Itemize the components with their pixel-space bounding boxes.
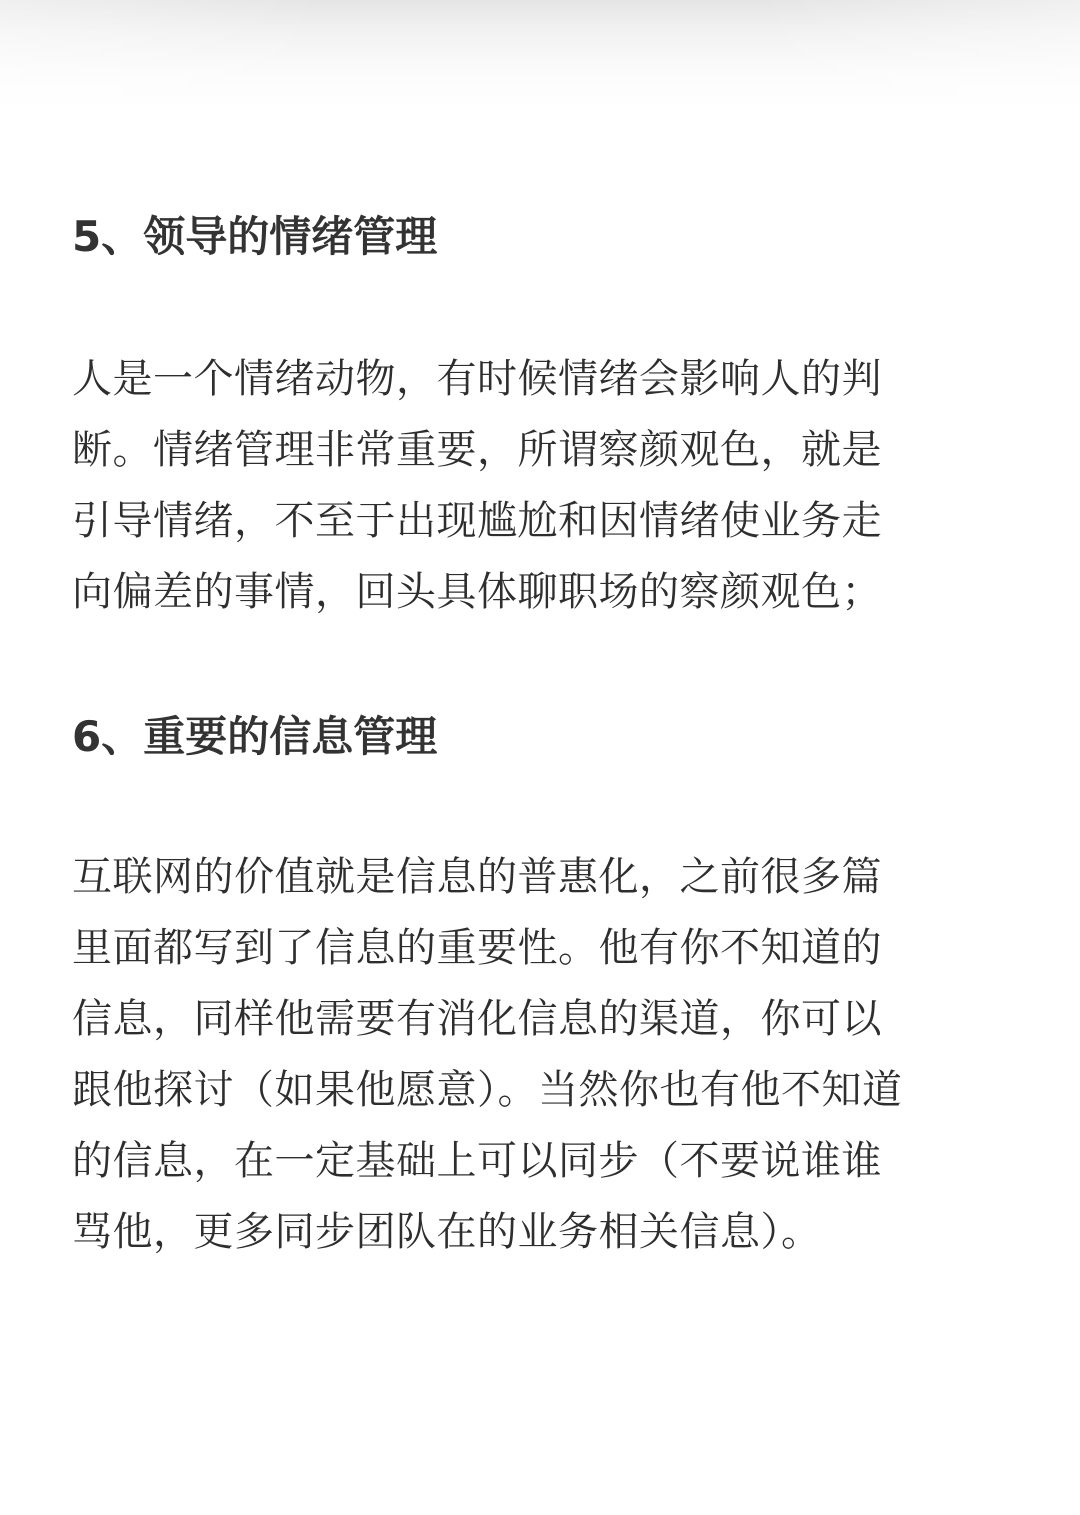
- paragraph-line: 里面都写到了信息的重要性。他有你不知道的: [72, 925, 882, 971]
- paragraph-line: 的信息，在一定基础上可以同步（不要说谁谁: [72, 1138, 882, 1184]
- paragraph-line: 断。情绪管理非常重要，所谓察颜观色，就是: [72, 427, 882, 473]
- section-5-paragraph: [72, 344, 1012, 628]
- section-5-heading: 5、领导的情绪管理: [72, 212, 438, 261]
- paragraph-line: 人是一个情绪动物，有时候情绪会影响人的判: [72, 356, 882, 402]
- section-6-heading: 6、重要的信息管理: [72, 712, 438, 761]
- paragraph-line: 骂他，更多同步团队在的业务相关信息）。: [72, 1209, 822, 1255]
- paragraph-line: 向偏差的事情，回头具体聊职场的察颜观色；: [72, 569, 882, 615]
- section-6-paragraph: [72, 842, 1012, 1268]
- top-shadow: [0, 0, 1080, 110]
- paragraph-line: 跟他探讨（如果他愿意）。当然你也有他不知道: [72, 1067, 903, 1113]
- paragraph-line: 互联网的价值就是信息的普惠化，之前很多篇: [72, 854, 882, 900]
- paragraph-line: 信息，同样他需要有消化信息的渠道，你可以: [72, 996, 882, 1042]
- paragraph-line: 引导情绪，不至于出现尴尬和因情绪使业务走: [72, 498, 882, 544]
